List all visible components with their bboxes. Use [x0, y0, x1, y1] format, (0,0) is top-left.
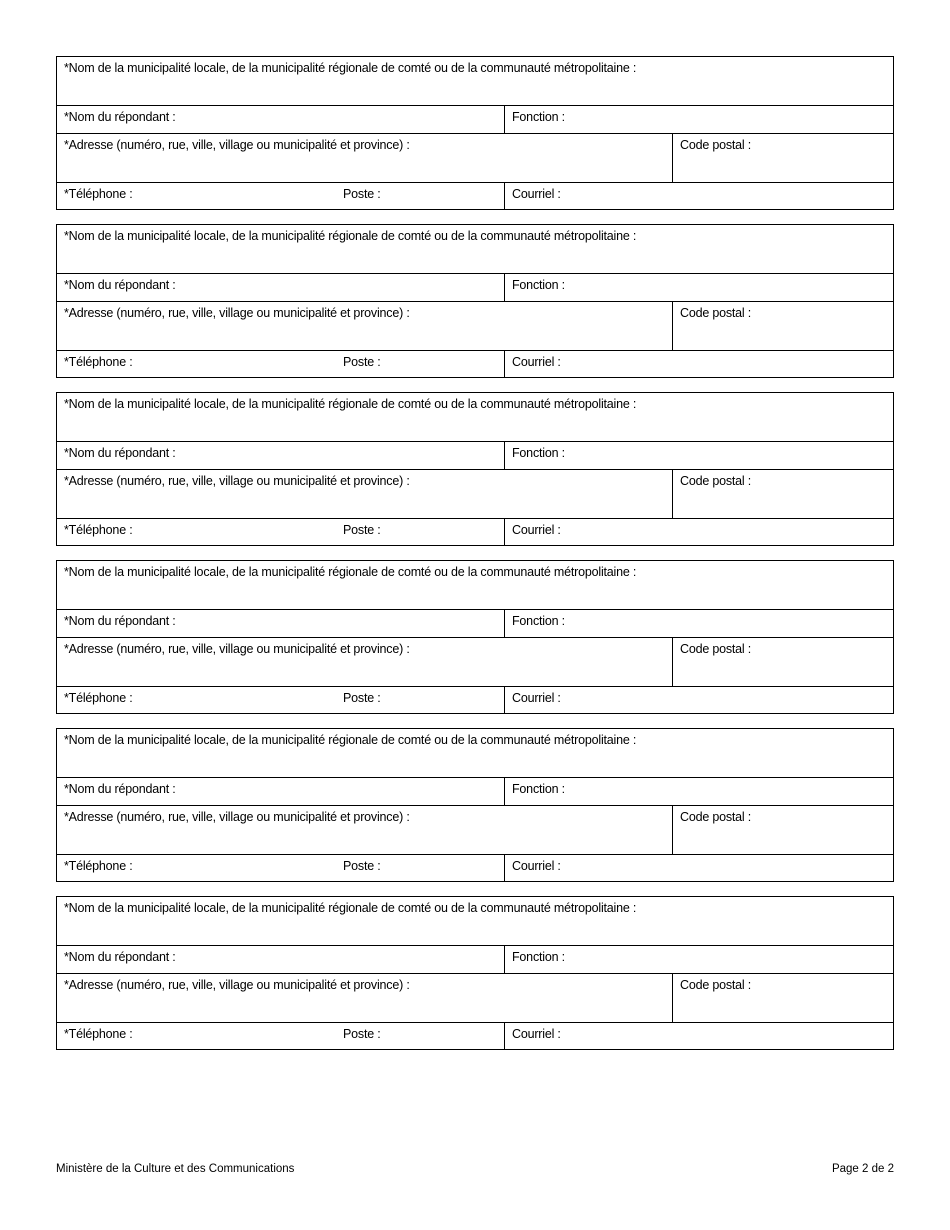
email-label: Courriel :: [512, 355, 561, 369]
municipality-label: *Nom de la municipalité locale, de la municipalité régionale de comté ou de la communauté métropolitaine :: [64, 901, 637, 915]
function-field[interactable]: [504, 106, 893, 133]
address-row: [57, 973, 893, 1022]
municipality-label: *Nom de la municipalité locale, de la municipalité régionale de comté ou de la communauté métropolitaine :: [64, 565, 637, 579]
address-row: [57, 637, 893, 686]
phone-label: *Téléphone :: [64, 859, 133, 873]
respondent-row: [57, 609, 893, 637]
email-field[interactable]: [504, 1023, 893, 1049]
address-row: [57, 301, 893, 350]
respondent-row: [57, 945, 893, 973]
respondent-name-field[interactable]: [57, 946, 504, 973]
respondent-row: [57, 273, 893, 301]
municipality-label: *Nom de la municipalité locale, de la municipalité régionale de comté ou de la communauté métropolitaine :: [64, 397, 637, 411]
municipality-label: *Nom de la municipalité locale, de la municipalité régionale de comté ou de la communauté métropolitaine :: [64, 61, 637, 75]
respondent-row: [57, 441, 893, 469]
postal-code-label: Code postal :: [680, 642, 752, 656]
address-field[interactable]: [57, 470, 672, 518]
extension-label: Poste :: [343, 355, 381, 369]
address-label: *Adresse (numéro, rue, ville, village ou municipalité et province) :: [64, 306, 410, 320]
phone-row: [57, 686, 893, 713]
email-field[interactable]: [504, 351, 893, 377]
address-label: *Adresse (numéro, rue, ville, village ou municipalité et province) :: [64, 810, 410, 824]
function-field[interactable]: [504, 442, 893, 469]
municipality-row: [57, 897, 893, 945]
municipality-label: *Nom de la municipalité locale, de la municipalité régionale de comté ou de la communauté métropolitaine :: [64, 229, 637, 243]
phone-field[interactable]: [57, 687, 504, 713]
respondent-block: [56, 224, 894, 378]
postal-code-field[interactable]: [672, 806, 893, 854]
postal-code-field[interactable]: [672, 638, 893, 686]
phone-field[interactable]: [57, 1023, 504, 1049]
respondent-block: [56, 728, 894, 882]
phone-field[interactable]: [57, 855, 504, 881]
phone-row: [57, 182, 893, 209]
phone-row: [57, 518, 893, 545]
municipality-field[interactable]: [57, 729, 893, 777]
email-label: Courriel :: [512, 187, 561, 201]
address-label: *Adresse (numéro, rue, ville, village ou municipalité et province) :: [64, 474, 410, 488]
municipality-field[interactable]: [57, 57, 893, 105]
phone-label: *Téléphone :: [64, 355, 133, 369]
address-label: *Adresse (numéro, rue, ville, village ou municipalité et province) :: [64, 138, 410, 152]
respondent-name-field[interactable]: [57, 778, 504, 805]
extension-label: Poste :: [343, 859, 381, 873]
function-label: Fonction :: [512, 446, 565, 460]
extension-label: Poste :: [343, 1027, 381, 1041]
municipality-row: [57, 561, 893, 609]
postal-code-field[interactable]: [672, 302, 893, 350]
address-row: [57, 133, 893, 182]
email-field[interactable]: [504, 855, 893, 881]
email-label: Courriel :: [512, 1027, 561, 1041]
respondent-block: [56, 896, 894, 1050]
postal-code-label: Code postal :: [680, 978, 752, 992]
function-label: Fonction :: [512, 950, 565, 964]
form-area: [56, 56, 894, 1064]
phone-row: [57, 1022, 893, 1049]
municipality-field[interactable]: [57, 897, 893, 945]
address-label: *Adresse (numéro, rue, ville, village ou municipalité et province) :: [64, 978, 410, 992]
function-field[interactable]: [504, 610, 893, 637]
address-field[interactable]: [57, 134, 672, 182]
municipality-label: *Nom de la municipalité locale, de la municipalité régionale de comté ou de la communauté métropolitaine :: [64, 733, 637, 747]
respondent-row: [57, 777, 893, 805]
respondent-name-label: *Nom du répondant :: [64, 278, 176, 292]
respondent-name-field[interactable]: [57, 610, 504, 637]
respondent-name-label: *Nom du répondant :: [64, 110, 176, 124]
phone-field[interactable]: [57, 183, 504, 209]
function-field[interactable]: [504, 946, 893, 973]
address-field[interactable]: [57, 638, 672, 686]
respondent-name-label: *Nom du répondant :: [64, 614, 176, 628]
respondent-name-label: *Nom du répondant :: [64, 446, 176, 460]
phone-row: [57, 854, 893, 881]
municipality-field[interactable]: [57, 393, 893, 441]
municipality-row: [57, 393, 893, 441]
respondent-name-label: *Nom du répondant :: [64, 782, 176, 796]
footer-organization: Ministère de la Culture et des Communications: [56, 1163, 295, 1175]
email-label: Courriel :: [512, 523, 561, 537]
function-label: Fonction :: [512, 278, 565, 292]
postal-code-label: Code postal :: [680, 306, 752, 320]
address-field[interactable]: [57, 806, 672, 854]
phone-label: *Téléphone :: [64, 691, 133, 705]
email-label: Courriel :: [512, 859, 561, 873]
extension-label: Poste :: [343, 691, 381, 705]
email-field[interactable]: [504, 183, 893, 209]
phone-field[interactable]: [57, 351, 504, 377]
postal-code-label: Code postal :: [680, 138, 752, 152]
postal-code-label: Code postal :: [680, 474, 752, 488]
function-field[interactable]: [504, 778, 893, 805]
address-field[interactable]: [57, 974, 672, 1022]
address-field[interactable]: [57, 302, 672, 350]
respondent-name-field[interactable]: [57, 442, 504, 469]
municipality-field[interactable]: [57, 561, 893, 609]
function-label: Fonction :: [512, 110, 565, 124]
municipality-row: [57, 729, 893, 777]
function-field[interactable]: [504, 274, 893, 301]
phone-label: *Téléphone :: [64, 187, 133, 201]
postal-code-field[interactable]: [672, 134, 893, 182]
respondent-name-field[interactable]: [57, 274, 504, 301]
phone-field[interactable]: [57, 519, 504, 545]
postal-code-field[interactable]: [672, 470, 893, 518]
respondent-block: [56, 56, 894, 210]
phone-label: *Téléphone :: [64, 1027, 133, 1041]
email-field[interactable]: [504, 519, 893, 545]
respondent-block: [56, 560, 894, 714]
function-label: Fonction :: [512, 614, 565, 628]
page-number: Page 2 de 2: [831, 1163, 894, 1175]
postal-code-field[interactable]: [672, 974, 893, 1022]
phone-label: *Téléphone :: [64, 523, 133, 537]
phone-row: [57, 350, 893, 377]
address-label: *Adresse (numéro, rue, ville, village ou municipalité et province) :: [64, 642, 410, 656]
address-row: [57, 469, 893, 518]
extension-label: Poste :: [343, 523, 381, 537]
respondent-name-label: *Nom du répondant :: [64, 950, 176, 964]
municipality-row: [57, 225, 893, 273]
email-label: Courriel :: [512, 691, 561, 705]
respondent-block: [56, 392, 894, 546]
municipality-field[interactable]: [57, 225, 893, 273]
respondent-name-field[interactable]: [57, 106, 504, 133]
respondent-row: [57, 105, 893, 133]
extension-label: Poste :: [343, 187, 381, 201]
municipality-row: [57, 57, 893, 105]
postal-code-label: Code postal :: [680, 810, 752, 824]
function-label: Fonction :: [512, 782, 565, 796]
address-row: [57, 805, 893, 854]
email-field[interactable]: [504, 687, 893, 713]
